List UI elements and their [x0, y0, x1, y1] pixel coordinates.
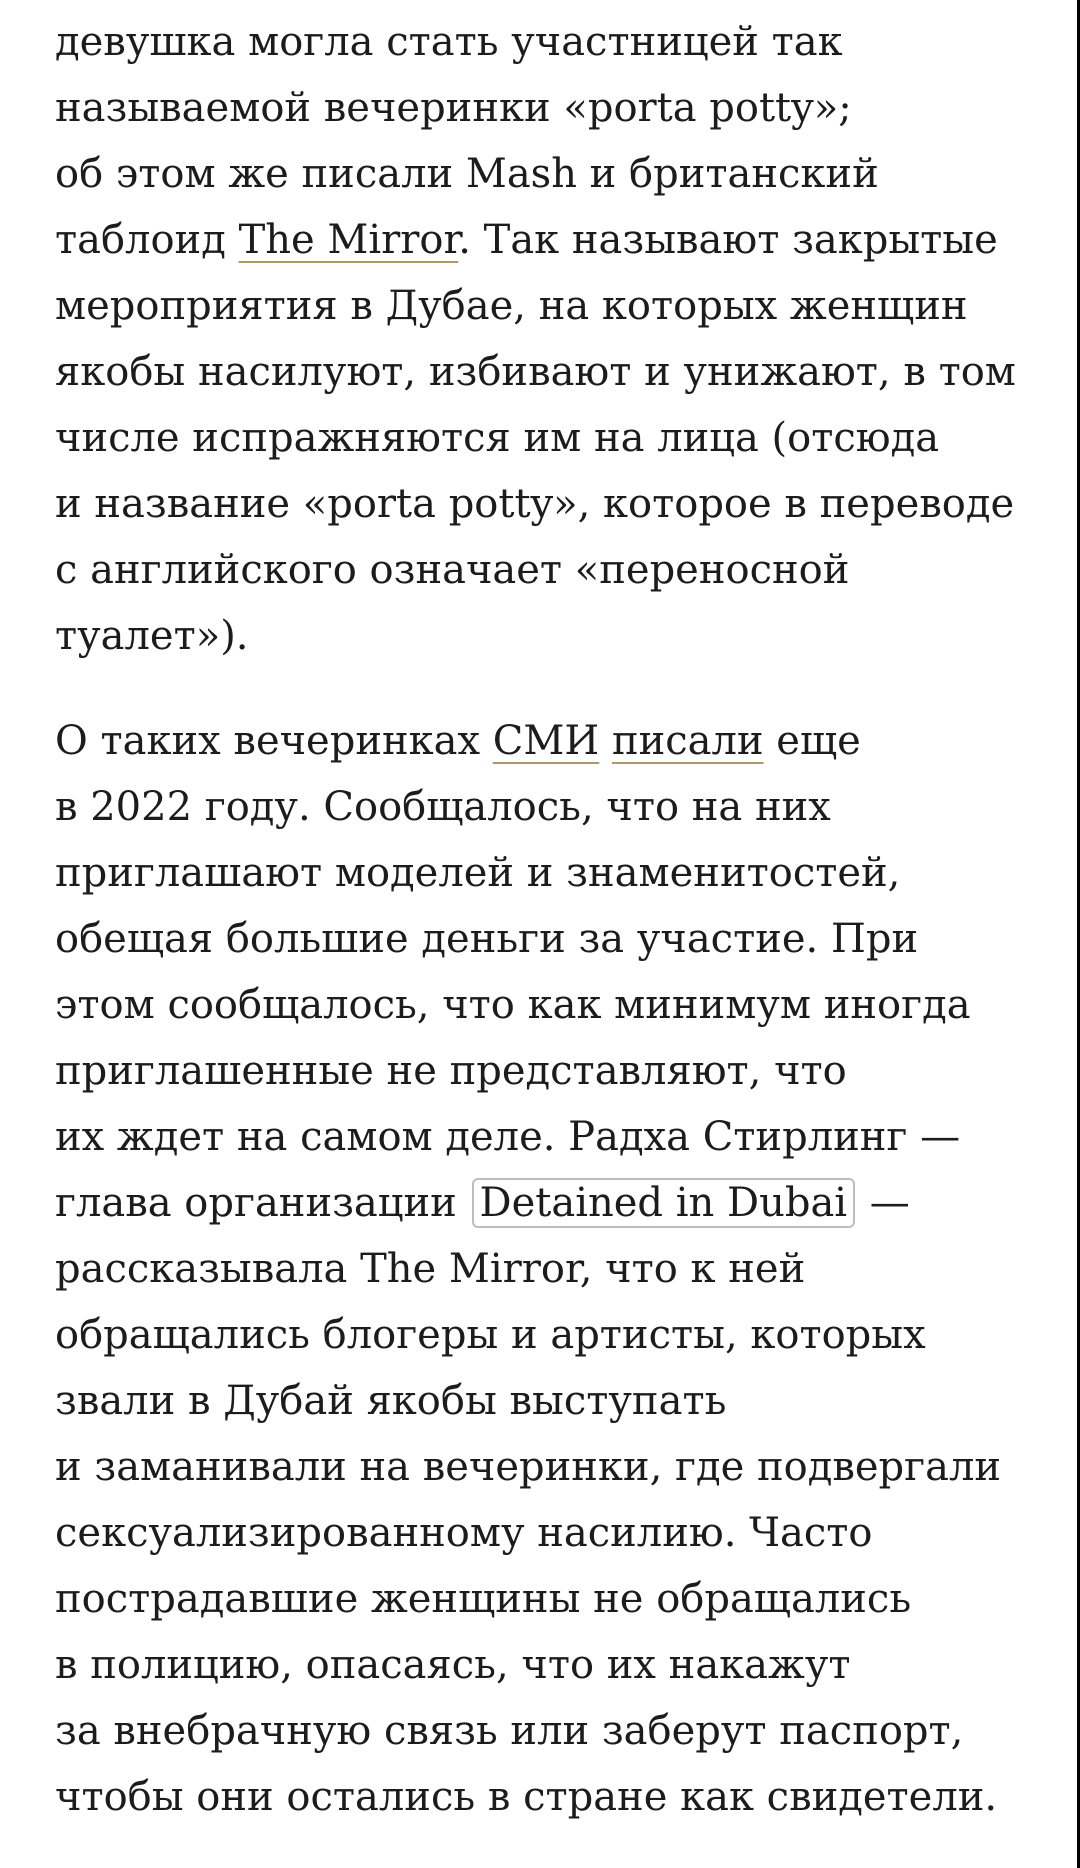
text-line: мероприятия в Дубае, на которых женщин [55, 283, 968, 329]
text-line: обещая большие деньги за участие. При [55, 916, 919, 962]
text-line: с английского означает «переносной [55, 547, 850, 593]
text-fragment: еще [763, 718, 861, 764]
text-line [55, 207, 998, 273]
text-line: в полицию, опасаясь, что их накажут [55, 1642, 851, 1688]
link-pisali[interactable]: писали [611, 718, 764, 764]
text-line: их ждет на самом деле. Радха Стирлинг — [55, 1114, 961, 1160]
text-line: и название «porta potty», которое в переводе [55, 481, 1015, 527]
text-line: приглашенные не представляют, что [55, 1048, 847, 1094]
text-line [55, 708, 861, 774]
text-line: рассказывала The Mirror, что к ней [55, 1246, 806, 1292]
text-fragment: — [857, 1180, 910, 1226]
link-detained-in-dubai[interactable]: Detained in Dubai [472, 1178, 856, 1228]
text-fragment: таблоид [55, 217, 239, 263]
text-line: пострадавшие женщины не обращались [55, 1576, 912, 1622]
text-fragment [599, 718, 612, 764]
text-fragment: О таких вечеринках [55, 718, 493, 764]
text-line: приглашают моделей и знаменитостей, [55, 850, 901, 896]
text-line: сексуализированному насилию. Часто [55, 1510, 873, 1556]
text-line [55, 1170, 910, 1236]
text-line: девушка могла стать участницей так [55, 19, 843, 65]
text-line: за внебрачную связь или заберут паспорт, [55, 1708, 964, 1754]
text-line: туалет»). [55, 613, 249, 659]
text-line: обращались блогеры и артисты, которых [55, 1312, 926, 1358]
text-line: в 2022 году. Сообщалось, что на них [55, 784, 831, 830]
text-line: называемой вечеринки «porta potty»; [55, 85, 852, 131]
text-fragment: глава организации [55, 1180, 470, 1226]
text-line: чтобы они остались в стране как свидетели. [55, 1774, 998, 1820]
text-line: этом сообщалось, что как минимум иногда [55, 982, 971, 1028]
link-smi[interactable]: СМИ [492, 718, 600, 764]
text-line: числе испражняются им на лица (отсюда [55, 415, 940, 461]
text-line: об этом же писали Mash и британский [55, 151, 879, 197]
text-line: якобы насилуют, избивают и унижают, в том [55, 349, 1016, 395]
text-line: звали в Дубай якобы выступать [55, 1378, 727, 1424]
text-fragment: . Так называют закрытые [458, 217, 998, 263]
link-the-mirror[interactable]: The Mirror [238, 217, 459, 263]
text-line: и заманивали на вечеринки, где подвергали [55, 1444, 1002, 1490]
